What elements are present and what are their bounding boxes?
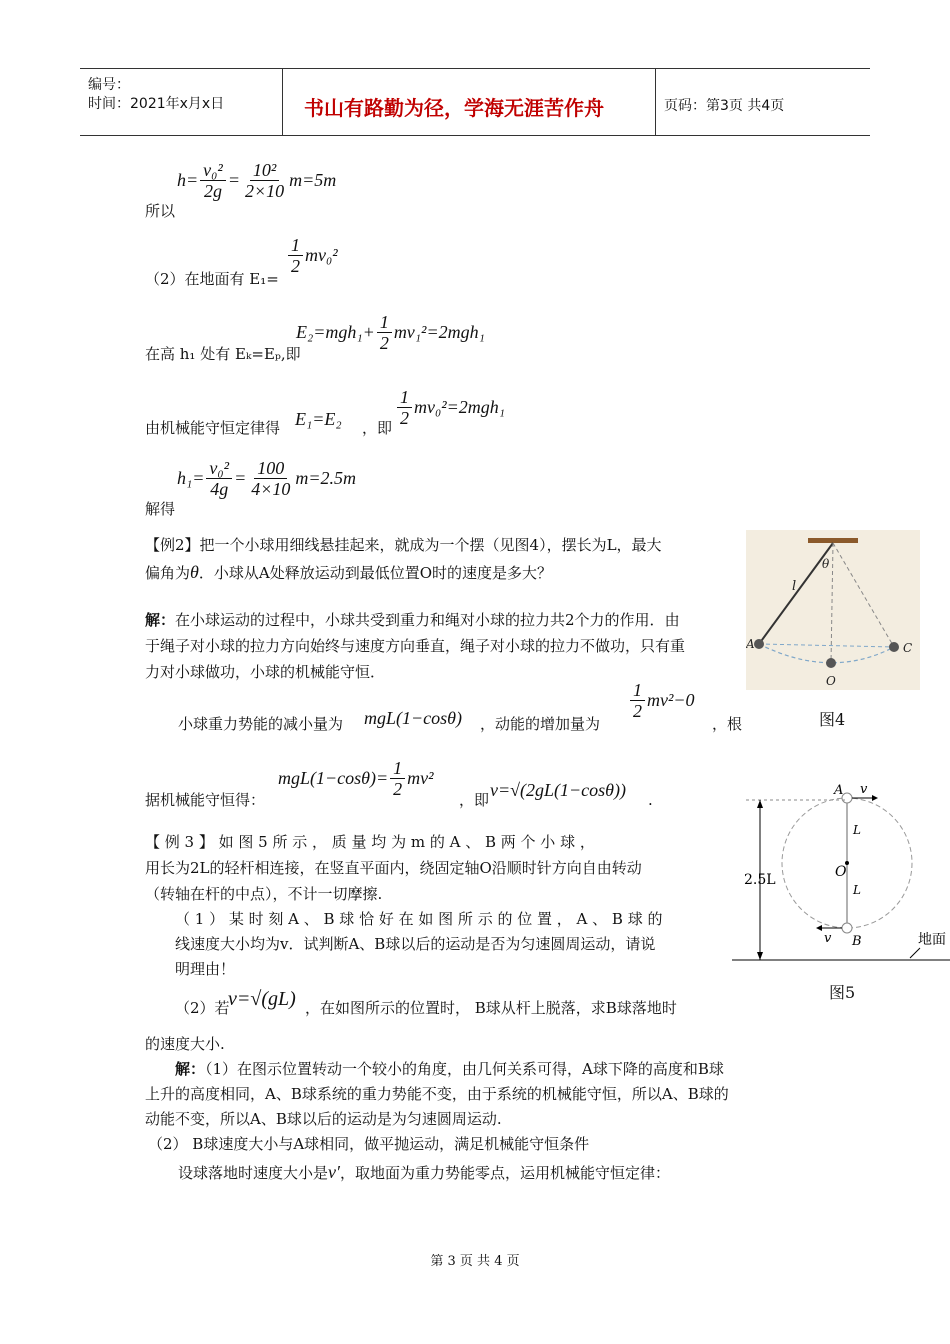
by-text: 据机械能守恒得： (145, 791, 266, 809)
conserve-label: 由机械能守恒定律得 (145, 419, 281, 437)
fig5-L-top: L (853, 823, 861, 837)
fig4-O: O (826, 674, 836, 688)
solution2-line1: 解：在小球运动的过程中，小球共受到重力和绳对小球的拉力共2个力的作用．由 (145, 611, 680, 629)
date-label: 时间：2021年x月x日 (88, 96, 225, 112)
figure4-caption: 图4 (819, 710, 846, 729)
example3-line3: （转轴在杆的中点），不计一切摩擦. (145, 885, 383, 903)
fig4-A: A (746, 637, 755, 651)
by-end: . (648, 791, 653, 809)
question2-a: （2）若 (175, 999, 230, 1017)
example2-line2: 偏角为θ．小球从A处释放运动到最低位置O时的速度是多大？ (145, 562, 552, 582)
fig5-B: B (852, 934, 862, 949)
question2-line2: 的速度大小. (145, 1035, 225, 1053)
solution3-line4: （2） B球速度大小与A球相同，做平抛运动，满足机械能守恒条件 (148, 1135, 590, 1153)
by-mid: ，即 (459, 791, 490, 809)
example2-line1: 【例2】把一个小球用细线悬挂起来，就成为一个摆（见图4），摆长为L，最大 (145, 536, 662, 554)
ke-equation: $\frac{1}{2}$ mv²−0 (628, 680, 695, 721)
equation-h: h= $\frac{\text{v₀²}}{2g}$ = $\frac{\text{10²}}{2\times 10}$ m=5m (177, 160, 337, 201)
figure4-pendulum (746, 530, 920, 690)
equation-e2: E₂=mgh₁+ $\frac{1}{2}$ mv₁²=2mgh₁ (296, 312, 485, 353)
page-footer: 第 3 页 共 4 页 (430, 1254, 520, 1269)
equation-e1: $\frac{1}{2}$ mv₀² (286, 235, 338, 276)
velocity-equation: v=√(2gL(1−cosθ)) (490, 780, 626, 800)
ke-text: ，动能的增加量为 (480, 715, 601, 733)
page-label: 页码：第3页 共4页 (664, 98, 785, 114)
solution3-line5: 设球落地时速度大小是v′，取地面为重力势能零点，运用机械能守恒定律： (178, 1162, 670, 1182)
motto: 书山有路勤为径，学海无涯苦作舟 (304, 96, 604, 120)
fig5-ground: 地面 (918, 932, 946, 948)
solution2-line3: 力对小球做功，小球的机械能守恒． (145, 663, 386, 681)
question2-b: ，在如图所示的位置时， B球从杆上脱落，求B球落地时 (305, 999, 677, 1017)
fig5-A: A (834, 783, 844, 798)
fig5-v-bot: v (824, 931, 832, 946)
solution3-line2: 上升的高度相同，A、B球系统的重力势能不变，由于系统的机械能守恒，所以A、B球的 (145, 1085, 729, 1103)
fig5-v-top: v (860, 782, 868, 797)
part2-label: （2）在地面有 E₁= (145, 270, 279, 288)
solution3-line1: 解：（1）在图示位置转动一个较小的角度，由几何关系可得，A球下降的高度和B球 (175, 1060, 724, 1078)
equation-energy: $\frac{1}{2}$ mv₀²=2mgh₁ (395, 387, 505, 428)
conservation-equation: mgL(1−cosθ)= $\frac{1}{2}$ mv² (278, 758, 434, 799)
so-label: 所以 (145, 202, 176, 220)
figure5-rod (732, 780, 950, 970)
height-label: 在高 h₁ 处有 Eₖ=Eₚ,即 (145, 345, 301, 363)
fig4-C: C (903, 641, 913, 655)
question1-line1: （ 1 ） 某 时 刻 A 、 B 球 恰 好 在 如 图 所 示 的 位 置 ， A 、 B 球 的 (175, 910, 663, 928)
fig4-l: l (792, 579, 797, 594)
solve-label: 解得 (145, 500, 176, 518)
equation-e1-e2: E₁=E₂ (295, 409, 342, 429)
pe-equation: mgL(1−cosθ) (364, 708, 462, 728)
equation-h1: h₁= $\frac{\text{v₀²}}{4g}$ = $\frac{100}{4\times 10}$ m=2.5m (177, 458, 357, 499)
example3-line2: 用长为2L的轻杆相连接，在竖直平面内，绕固定轴O沿顺时针方向自由转动 (145, 859, 642, 877)
solution2-line2: 于绳子对小球的拉力方向始终与速度方向垂直，绳子对小球的拉力不做功，只有重 (145, 637, 686, 655)
pe-text: 小球重力势能的减小量为 (178, 715, 344, 733)
number-label: 编号： (88, 77, 130, 93)
fig5-height: 2.5L (744, 872, 776, 888)
figure5-caption: 图5 (829, 983, 856, 1002)
question1-line3: 明理由！ (175, 960, 236, 978)
question2-equation: v=√(gL) (228, 988, 296, 1010)
ke-tail: ，根 (712, 715, 743, 733)
conserve-mid: ，即 (362, 419, 393, 437)
example3-line1: 【 例 3 】 如 图 5 所 示 ， 质 量 均 为 m 的 A 、 B 两 个 小 球 ， (145, 833, 595, 851)
fig4-theta: θ (822, 557, 830, 571)
solution3-line3: 动能不变，所以A、B球以后的运动是为匀速圆周运动. (145, 1110, 502, 1128)
fig5-L-bot: L (853, 883, 861, 897)
question1-line2: 线速度大小均为v．试判断A、B球以后的运动是否为匀速圆周运动，请说 (175, 935, 656, 953)
fig5-O: O (835, 864, 847, 880)
